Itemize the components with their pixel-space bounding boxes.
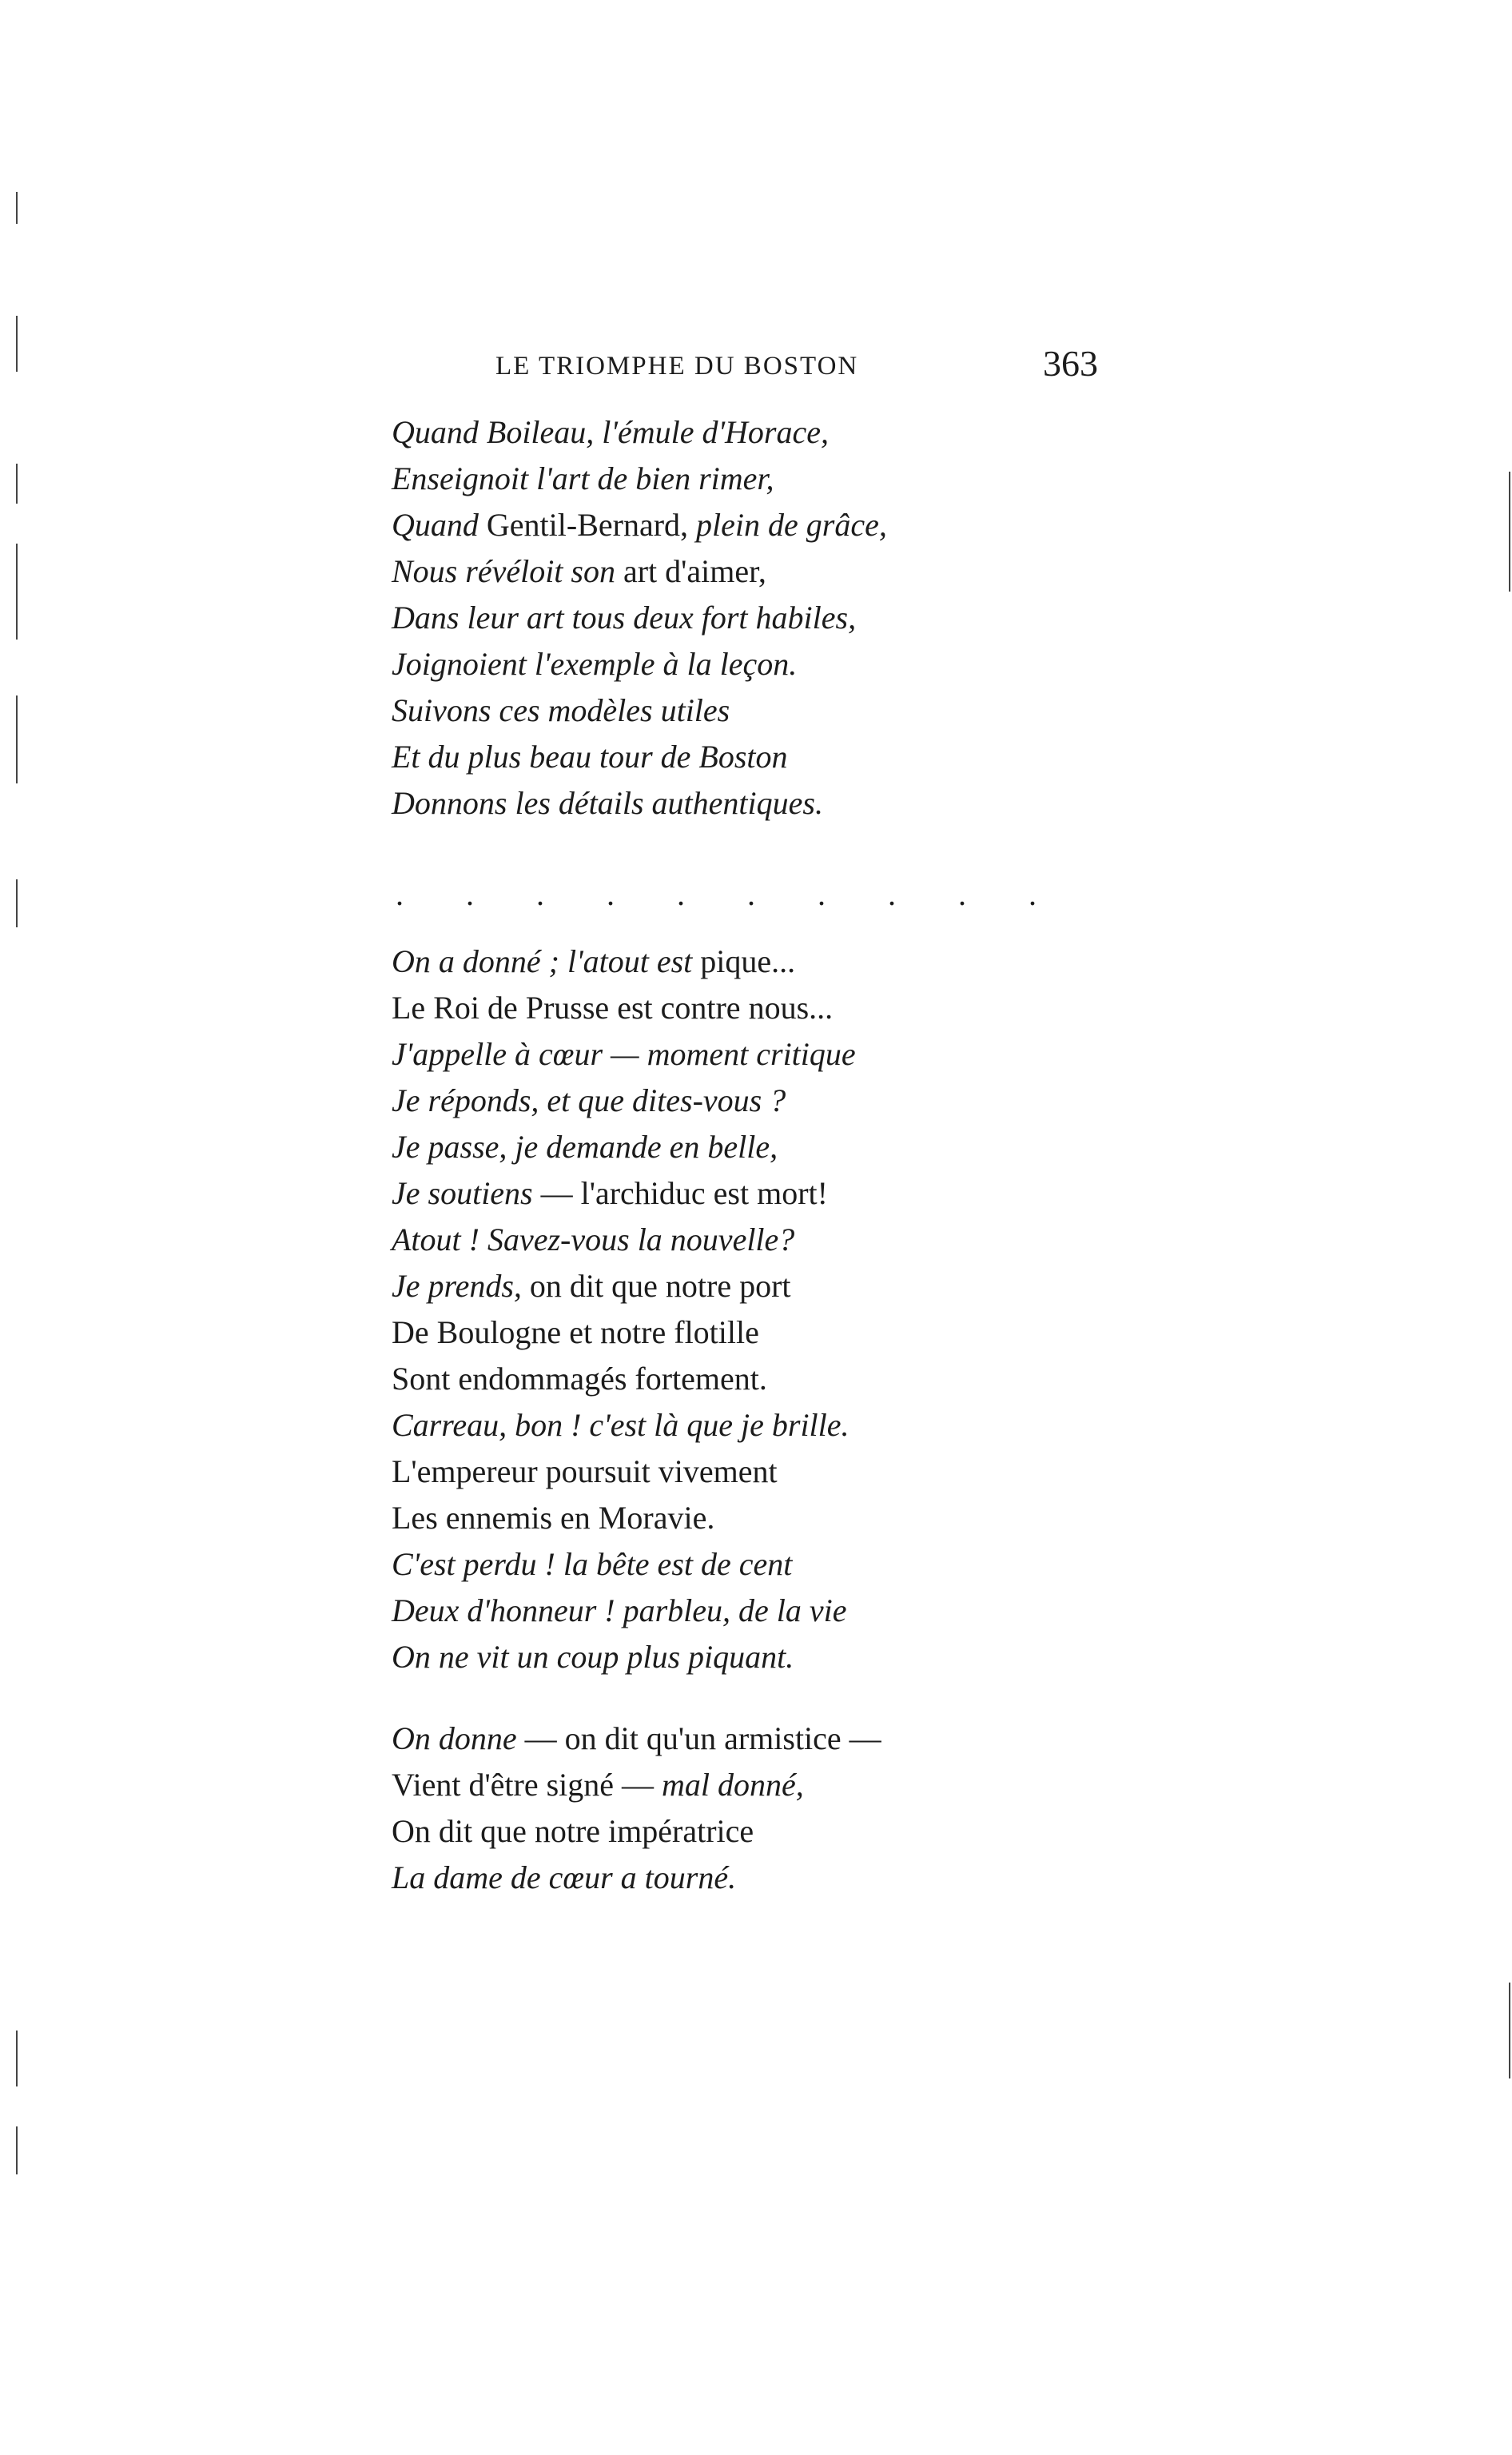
poem-line-text: C'est perdu ! la bête est de cent	[392, 1546, 793, 1582]
poem-line-text: Dans leur art tous deux fort habiles,	[392, 600, 857, 636]
poem-line	[392, 1402, 1271, 1449]
poem-stanza-2	[392, 939, 1271, 1680]
poem-line	[392, 409, 1271, 456]
poem-line-text: Suivons ces modèles utiles	[392, 692, 730, 728]
poem-line	[392, 985, 1271, 1031]
poem-stanza-1	[392, 409, 1271, 827]
scan-mark	[16, 192, 18, 224]
scan-mark	[1509, 472, 1510, 592]
poem-line	[392, 641, 1271, 687]
poem-line-text: on dit que notre port	[521, 1268, 791, 1304]
scan-mark	[16, 879, 18, 927]
poem-line-text: Donnons les détails authentiques.	[392, 785, 823, 821]
poem-line-text: Carreau, bon ! c'est là que je brille.	[392, 1407, 850, 1443]
poem-line-text: Gentil-Bernard,	[478, 507, 697, 543]
poem-line	[392, 595, 1271, 641]
poem-line-text: Sont endommagés fortement.	[392, 1361, 767, 1397]
poem-line-text: On ne vit un coup plus piquant.	[392, 1639, 794, 1675]
separator-dots: . . . . . . . . . .	[396, 876, 1064, 912]
poem-line-text: On a donné ; l'atout est	[392, 943, 693, 979]
poem-line	[392, 1808, 1271, 1855]
poem-line-text: Je prends,	[392, 1268, 522, 1304]
poem-line	[392, 1031, 1271, 1078]
poem-line	[392, 734, 1271, 780]
poem-line-text: La dame de cœur a tourné.	[392, 1859, 737, 1895]
poem-line-text: Joignoient l'exemple à la leçon.	[392, 646, 798, 682]
poem-line	[392, 780, 1271, 827]
poem-line-text: Atout ! Savez-vous la nouvelle?	[392, 1222, 795, 1257]
scan-mark	[16, 544, 18, 640]
poem-line-text: On dit que notre impératrice	[392, 1813, 754, 1849]
poem-line	[392, 1263, 1271, 1309]
poem-line-text: Enseignoit l'art de bien rimer,	[392, 460, 774, 496]
poem-line	[392, 1078, 1271, 1124]
poem-line-text: Nous révéloit son	[392, 553, 615, 589]
poem-line	[392, 1170, 1271, 1217]
poem-line	[392, 1309, 1271, 1356]
poem-line-text: L'empereur poursuit vivement	[392, 1453, 778, 1489]
poem-line	[392, 939, 1271, 985]
poem-line	[392, 1855, 1271, 1901]
poem-line-text: — l'archiduc est mort!	[532, 1175, 828, 1211]
poem-line	[392, 687, 1271, 734]
poem-line-text: Deux d'honneur ! parbleu, de la vie	[392, 1592, 847, 1628]
poem-line	[392, 1356, 1271, 1402]
poem-stanza-3	[392, 1716, 1271, 1901]
poem-line	[392, 1495, 1271, 1541]
poem-line	[392, 456, 1271, 502]
running-head: LE TRIOMPHE DU BOSTON	[495, 352, 859, 381]
poem-line	[392, 1588, 1271, 1634]
poem-line	[392, 1217, 1271, 1263]
poem-line-text: Et du plus beau tour de Boston	[392, 739, 788, 775]
poem-line-text: J'appelle à cœur — moment critique	[392, 1036, 856, 1072]
poem-line-text: pique...	[692, 943, 796, 979]
poem-line-text: art d'aimer,	[615, 553, 766, 589]
scan-mark	[16, 695, 18, 783]
poem-line-text: — on dit qu'un armistice —	[516, 1720, 881, 1756]
poem-line-text: Je soutiens	[392, 1175, 533, 1211]
poem-line	[392, 1762, 1271, 1808]
scan-mark	[16, 2126, 18, 2174]
poem-line-text: Le Roi de Prusse est contre nous...	[392, 990, 834, 1026]
scan-mark	[16, 316, 18, 372]
scan-mark	[1509, 1983, 1510, 2078]
poem-line	[392, 502, 1271, 548]
poem-line-text: Je réponds, et que dites-vous ?	[392, 1082, 786, 1118]
poem-line-text: Je passe, je demande en belle,	[392, 1129, 778, 1165]
poem-line	[392, 1449, 1271, 1495]
poem-line	[392, 1541, 1271, 1588]
poem-line-text: Quand	[392, 507, 479, 543]
poem-line-text: On donne	[392, 1720, 517, 1756]
poem-line	[392, 1124, 1271, 1170]
poem-line-text: mal donné,	[662, 1767, 804, 1803]
scan-mark	[16, 464, 18, 504]
poem-line	[392, 1634, 1271, 1680]
poem-line-text: plein de grâce,	[696, 507, 887, 543]
poem-line-text: Vient d'être signé —	[392, 1767, 662, 1803]
poem-line-text: Quand Boileau, l'émule d'Horace,	[392, 414, 829, 450]
poem-line	[392, 1716, 1271, 1762]
poem-line	[392, 548, 1271, 595]
page-number: 363	[1043, 343, 1098, 384]
scan-mark	[16, 2031, 18, 2086]
poem-line-text: Les ennemis en Moravie.	[392, 1500, 715, 1536]
poem-line-text: De Boulogne et notre flotille	[392, 1314, 759, 1350]
